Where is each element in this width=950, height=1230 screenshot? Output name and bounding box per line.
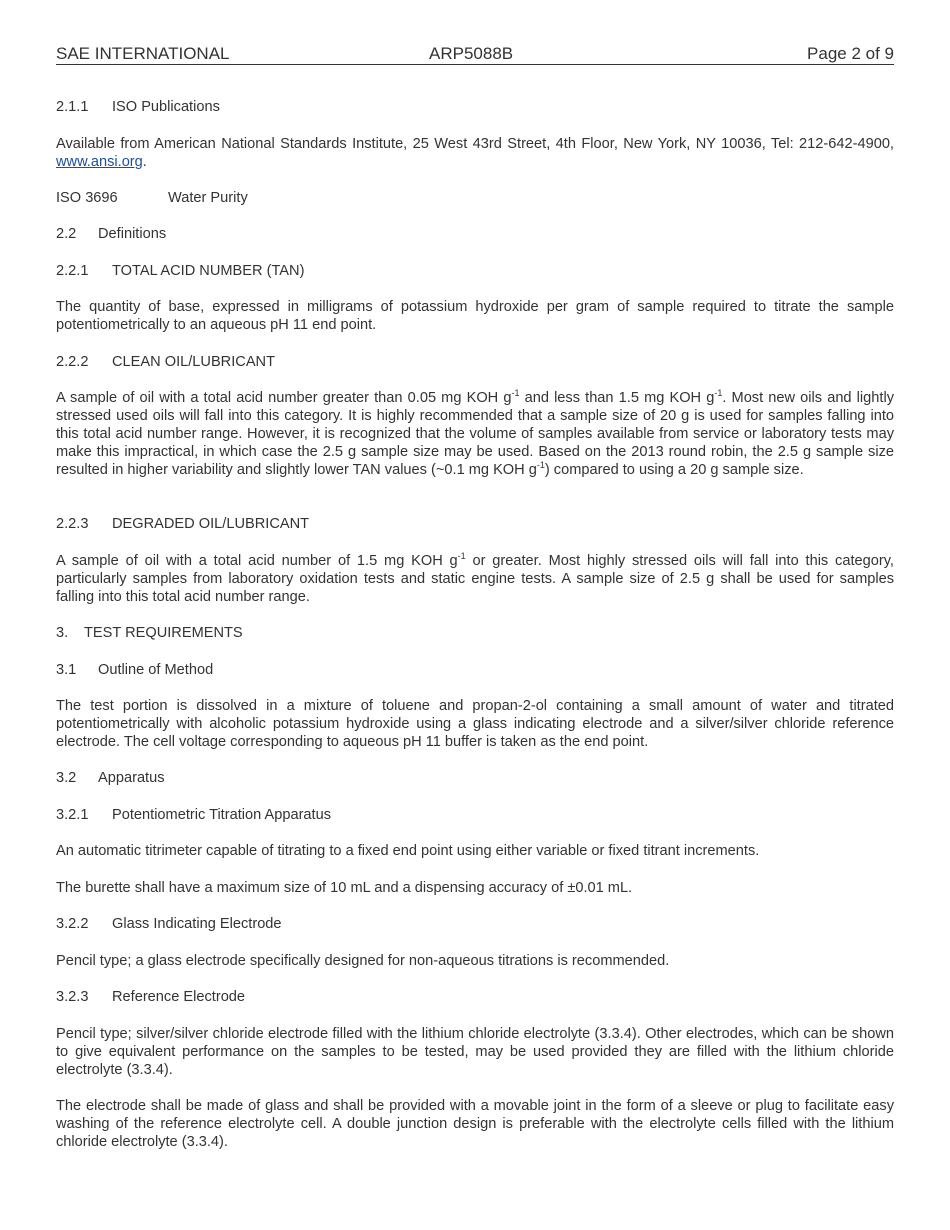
section-2-2-2-heading: 2.2.2 CLEAN OIL/LUBRICANT: [56, 354, 276, 370]
section-2-1-1-paragraph: Available from American National Standards Institute, 25 West 43rd Street, 4th Floor, New York, NY 10036, Tel: 212-642-4900, www.ansi.org.: [56, 136, 894, 170]
ansi-link[interactable]: www.ansi.org: [56, 154, 143, 170]
header-doc-id: ARP5088B: [429, 44, 514, 63]
section-3-1-heading: 3.1 Outline of Method: [56, 662, 214, 678]
section-2-2-1-paragraph: The quantity of base, expressed in milligrams of potassium hydroxide per gram of sample required to titrate the sample potentiometrically to an aqueous pH 11 end point.: [56, 299, 894, 333]
section-2-2-3-heading: 2.2.3 DEGRADED OIL/LUBRICANT: [56, 516, 310, 532]
section-3-2-2-paragraph: Pencil type; a glass electrode specifically designed for non-aqueous titrations is recommended.: [56, 953, 670, 969]
section-3-2-3-heading: 3.2.3 Reference Electrode: [56, 989, 246, 1005]
page-header: [56, 44, 894, 65]
section-2-2-heading: 2.2 Definitions: [56, 226, 167, 242]
header-org: SAE INTERNATIONAL: [56, 44, 230, 63]
section-3-1-paragraph: The test portion is dissolved in a mixture of toluene and propan-2-ol containing a small amount of water and titrated potentiometrically with alcoholic potassium hydroxide using a glass indicating electrode and a silver/silver chloride reference electrode. The cell voltage corresponding to aqueous pH 11 buffer is taken as the end point.: [56, 698, 894, 750]
section-2-1-1-heading: 2.1.1 ISO Publications: [56, 99, 220, 115]
section-2-2-3-paragraph: A sample of oil with a total acid number of 1.5 mg KOH $g^{-1}$ or greater. Most highly stressed oils will fall into this category, particularly samples from laboratory oxidation tests and static engine tests. A sample size of 2.5 g shall be used for samples falling into this total acid number range.: [56, 551, 894, 605]
section-3-2-1-heading: 3.2.1 Potentiometric Titration Apparatus: [56, 807, 332, 823]
section-2-2-2-paragraph: A sample of oil with a total acid number greater than 0.05 mg KOH $g^{-1}$ and less than 1.5 mg KOH $g^{-1}$. Most new oils and lightly stressed used oils will fall into this category. It is highly recommended that a sample size of 20 g is used for samples falling into this total acid number range. However, it is recognized that the volume of samples available from service or laboratory tests may make this impractical, in which case the 2.5 g sample size may be used. Based on the 2013 round robin, the 2.5 g sample size resulted in higher variability and slightly lower TAN values (~0.1 mg KOH $g^{-1}$) compared to using a 20 g sample size.: [56, 388, 894, 478]
iso-reference: ISO 3696 Water Purity: [56, 190, 248, 206]
section-3-2-3-paragraph-2: The electrode shall be made of glass and shall be provided with a movable joint in the form of a sleeve or plug to facilitate easy washing of the reference electrolyte cell. A double junction design is preferable with the electrolyte cells filled with the lithium chloride electrolyte (3.3.4).: [56, 1098, 894, 1150]
section-2-2-1-heading: 2.2.1 TOTAL ACID NUMBER (TAN): [56, 263, 305, 279]
section-3-2-1-paragraph-1: An automatic titrimeter capable of titrating to a fixed end point using either variable or fixed titrant increments.: [56, 843, 760, 859]
section-3-2-2-heading: 3.2.2 Glass Indicating Electrode: [56, 916, 282, 932]
section-3-2-3-paragraph-1: Pencil type; silver/silver chloride electrode filled with the lithium chloride electrolyte (3.3.4). Other electrodes, which can be shown to give equivalent performance on the samples to be tested, may be used provided they are filled with the lithium chloride electrolyte (3.3.4).: [56, 1026, 894, 1078]
section-3-2-1-paragraph-2: The burette shall have a maximum size of 10 mL and a dispensing accuracy of ±0.01 mL.: [56, 880, 633, 896]
section-3-2-heading: 3.2 Apparatus: [56, 770, 165, 786]
header-page-number: Page 2 of 9: [807, 44, 894, 63]
section-3-heading: 3. TEST REQUIREMENTS: [56, 625, 243, 641]
